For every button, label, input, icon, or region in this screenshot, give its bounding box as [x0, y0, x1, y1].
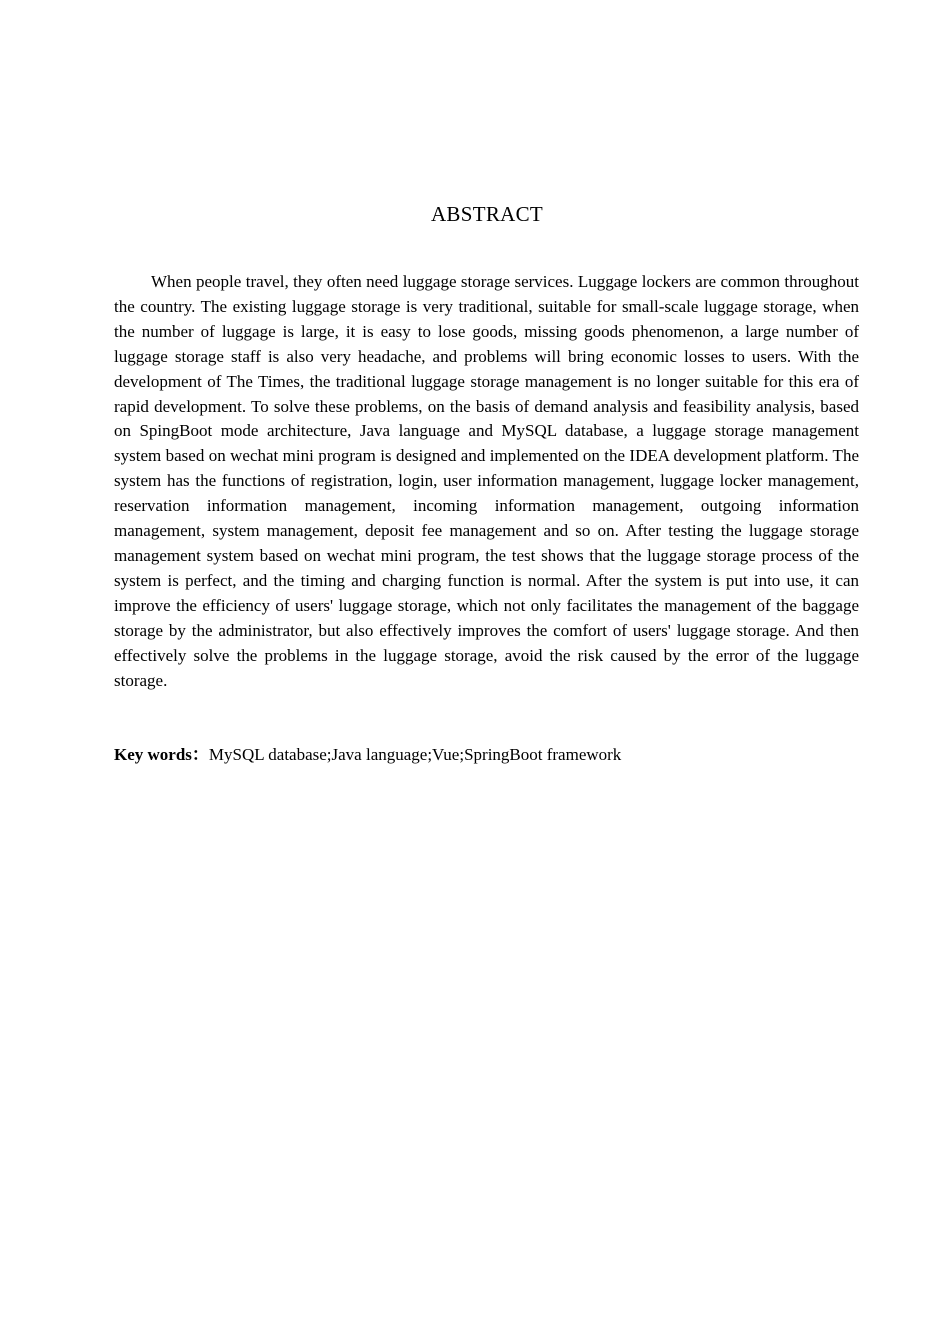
abstract-body: When people travel, they often need luggage storage services. Luggage lockers are common throughout the country. The existing luggage storage is very traditional, suitable for small-scale luggage storage, when the number of luggage is large, it is easy to lose goods, missing goods phenomenon, a large number of luggage storage staff is also very headache, and problems will bring economic losses to users. With the development of The Times, the traditional luggage storage management is no longer suitable for this era of rapid development. To solve these problems, on the basis of demand analysis and feasibility analysis, based on SpingBoot mode architecture, Java language and MySQL database, a luggage storage management system based on wechat mini program is designed and implemented on the IDEA development platform. The system has the functions of registration, login, user information management, luggage locker management, reservation information management, incoming information management, outgoing information management, system management, deposit fee management and so on. After testing the luggage storage management system based on wechat mini program, the test shows that the luggage storage process of the system is perfect, and the timing and charging function is normal. After the system is put into use, it can improve the efficiency of users' luggage storage, which not only facilitates the management of the baggage storage by the administrator, but also effectively improves the comfort of users' luggage storage. And then effectively solve the problems in the luggage storage, avoid the risk caused by the error of the luggage storage. [114, 272, 859, 690]
keywords-value: MySQL database;Java language;Vue;SpringBoot framework [208, 745, 622, 764]
keywords-label: Key words： [114, 745, 209, 764]
abstract-title: ABSTRACT [430, 202, 544, 226]
keywords-line [114, 743, 859, 768]
